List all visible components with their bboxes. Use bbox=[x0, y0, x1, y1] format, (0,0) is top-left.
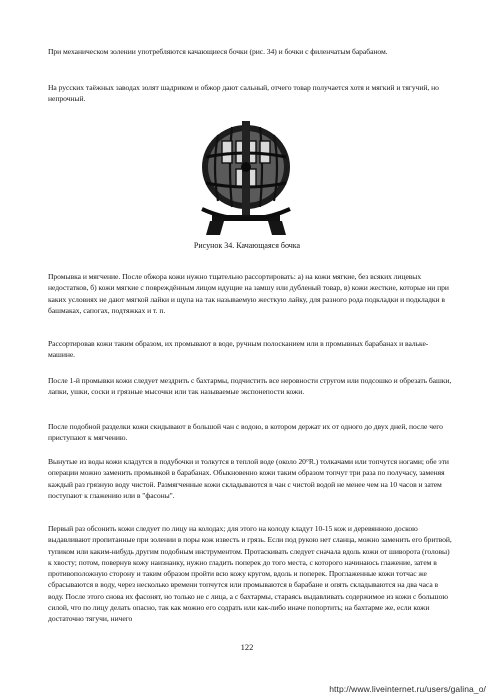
page-number: 122 bbox=[240, 642, 254, 652]
paragraph-sorted-washing: Рассортировав кожи таким образом, их промывают в воде, ручным полосканием или в промывных барабанах и вальке-машине. bbox=[48, 339, 429, 360]
paragraph-washing-softening: Промывка и мягчение. После обжора кожи нужно тщательно рассортировать: а) на кожи мягкие, без всяких лицевых недостатков, б) кожи мягкие с повреждённым лицом идущие на замшу или дубленый товар, в) кожи жесткие, которые ни при каких условиях не дают мягкой лайки и щупа на так называемую жесткую лайку, для разного рода подкладки и подкладки в башмаках, сапогах, подтяжках и т. п. bbox=[48, 272, 449, 315]
paragraph-first-washing: После 1-й промывки кожи следует мездрить с бахтармы, подчистить все неровности стругом или подсошко и обрезать башки, лапки, ушки, соски и грязные мысочки или так называемые экспонепости кожи. bbox=[48, 376, 452, 397]
watermark-url: http://www.liveinternet.ru/users/galina_o/ bbox=[329, 684, 486, 694]
paragraph-vat-soaking: После подобной разделки кожи скидывают в большой чан с водою, в котором держат их от одного до двух дней, после чего приступают к мягчению. bbox=[48, 422, 443, 443]
paragraph-mechanical-liming: При механическом золении употребляются качающиеся бочки (рис. 34) и бочки с филенчатым барабаном. bbox=[48, 47, 388, 56]
figure-caption: Рисунок 34. Качающаяся бочка bbox=[193, 241, 301, 250]
rocking-barrel-illustration bbox=[196, 117, 296, 237]
paragraph-first-smoothing: Первый раз обсонить кожи следует по лицу на колодах; для этого на колоду кладут 10-15 кож и деревянною доскою выдавливают пропитанные при золении в поры кож известь и грязь. Если под рукою нет сланца, можно заменить его бритвой, тупиком или каким-нибудь другим подобным инструментом. Протаскивать следует сначала вдоль кожи от шиворота (головы) к хвосту; потом, повернув кожу наизнанку, нужно гладить поперек до того места, с которого начинаюсь глажение, затем в противоположную сторону и таким образом пройти всю кожу кругом, вдоль и поперек. Проглаженные кожи тотчас же сбрасываются в воду, через несколько времени топчутся или промываются в барабане и опять складываются на два часа в воду. После этого снова их фасонят, но только не с лица, а с бахтармы, стараясь выдавливать содержимое из кожи с большою силой, что по лицу делать опасно, так как можно его содрать или как-либо иначе попортить; на бахтарме же, если кожи достаточно тягучи, ничего bbox=[48, 524, 452, 624]
paragraph-taiga-factories: На русских таёжных заводах золят шадриком и обжор дают сальный, отчего товар получается хотя и мягкий и тягучий, но непрочный. bbox=[48, 83, 439, 104]
paragraph-treading: Вынутые из воды кожи кладутся в подубочки и толкутся в теплой воде (около 20°R.) толкачами или топчутся ногами; обе эти операции можно заменить промывкой в барабанах. Обыкновенно кожи таким образом топчут три раза по получасу, заменяя каждый раз грязную воду чистой. Размягченные кожи складываются в чан с чистой водой не менее чем на 10 часов и затем поступают к глажению или в "фасоны". bbox=[48, 457, 449, 500]
rocking-barrel-figure bbox=[196, 117, 296, 237]
